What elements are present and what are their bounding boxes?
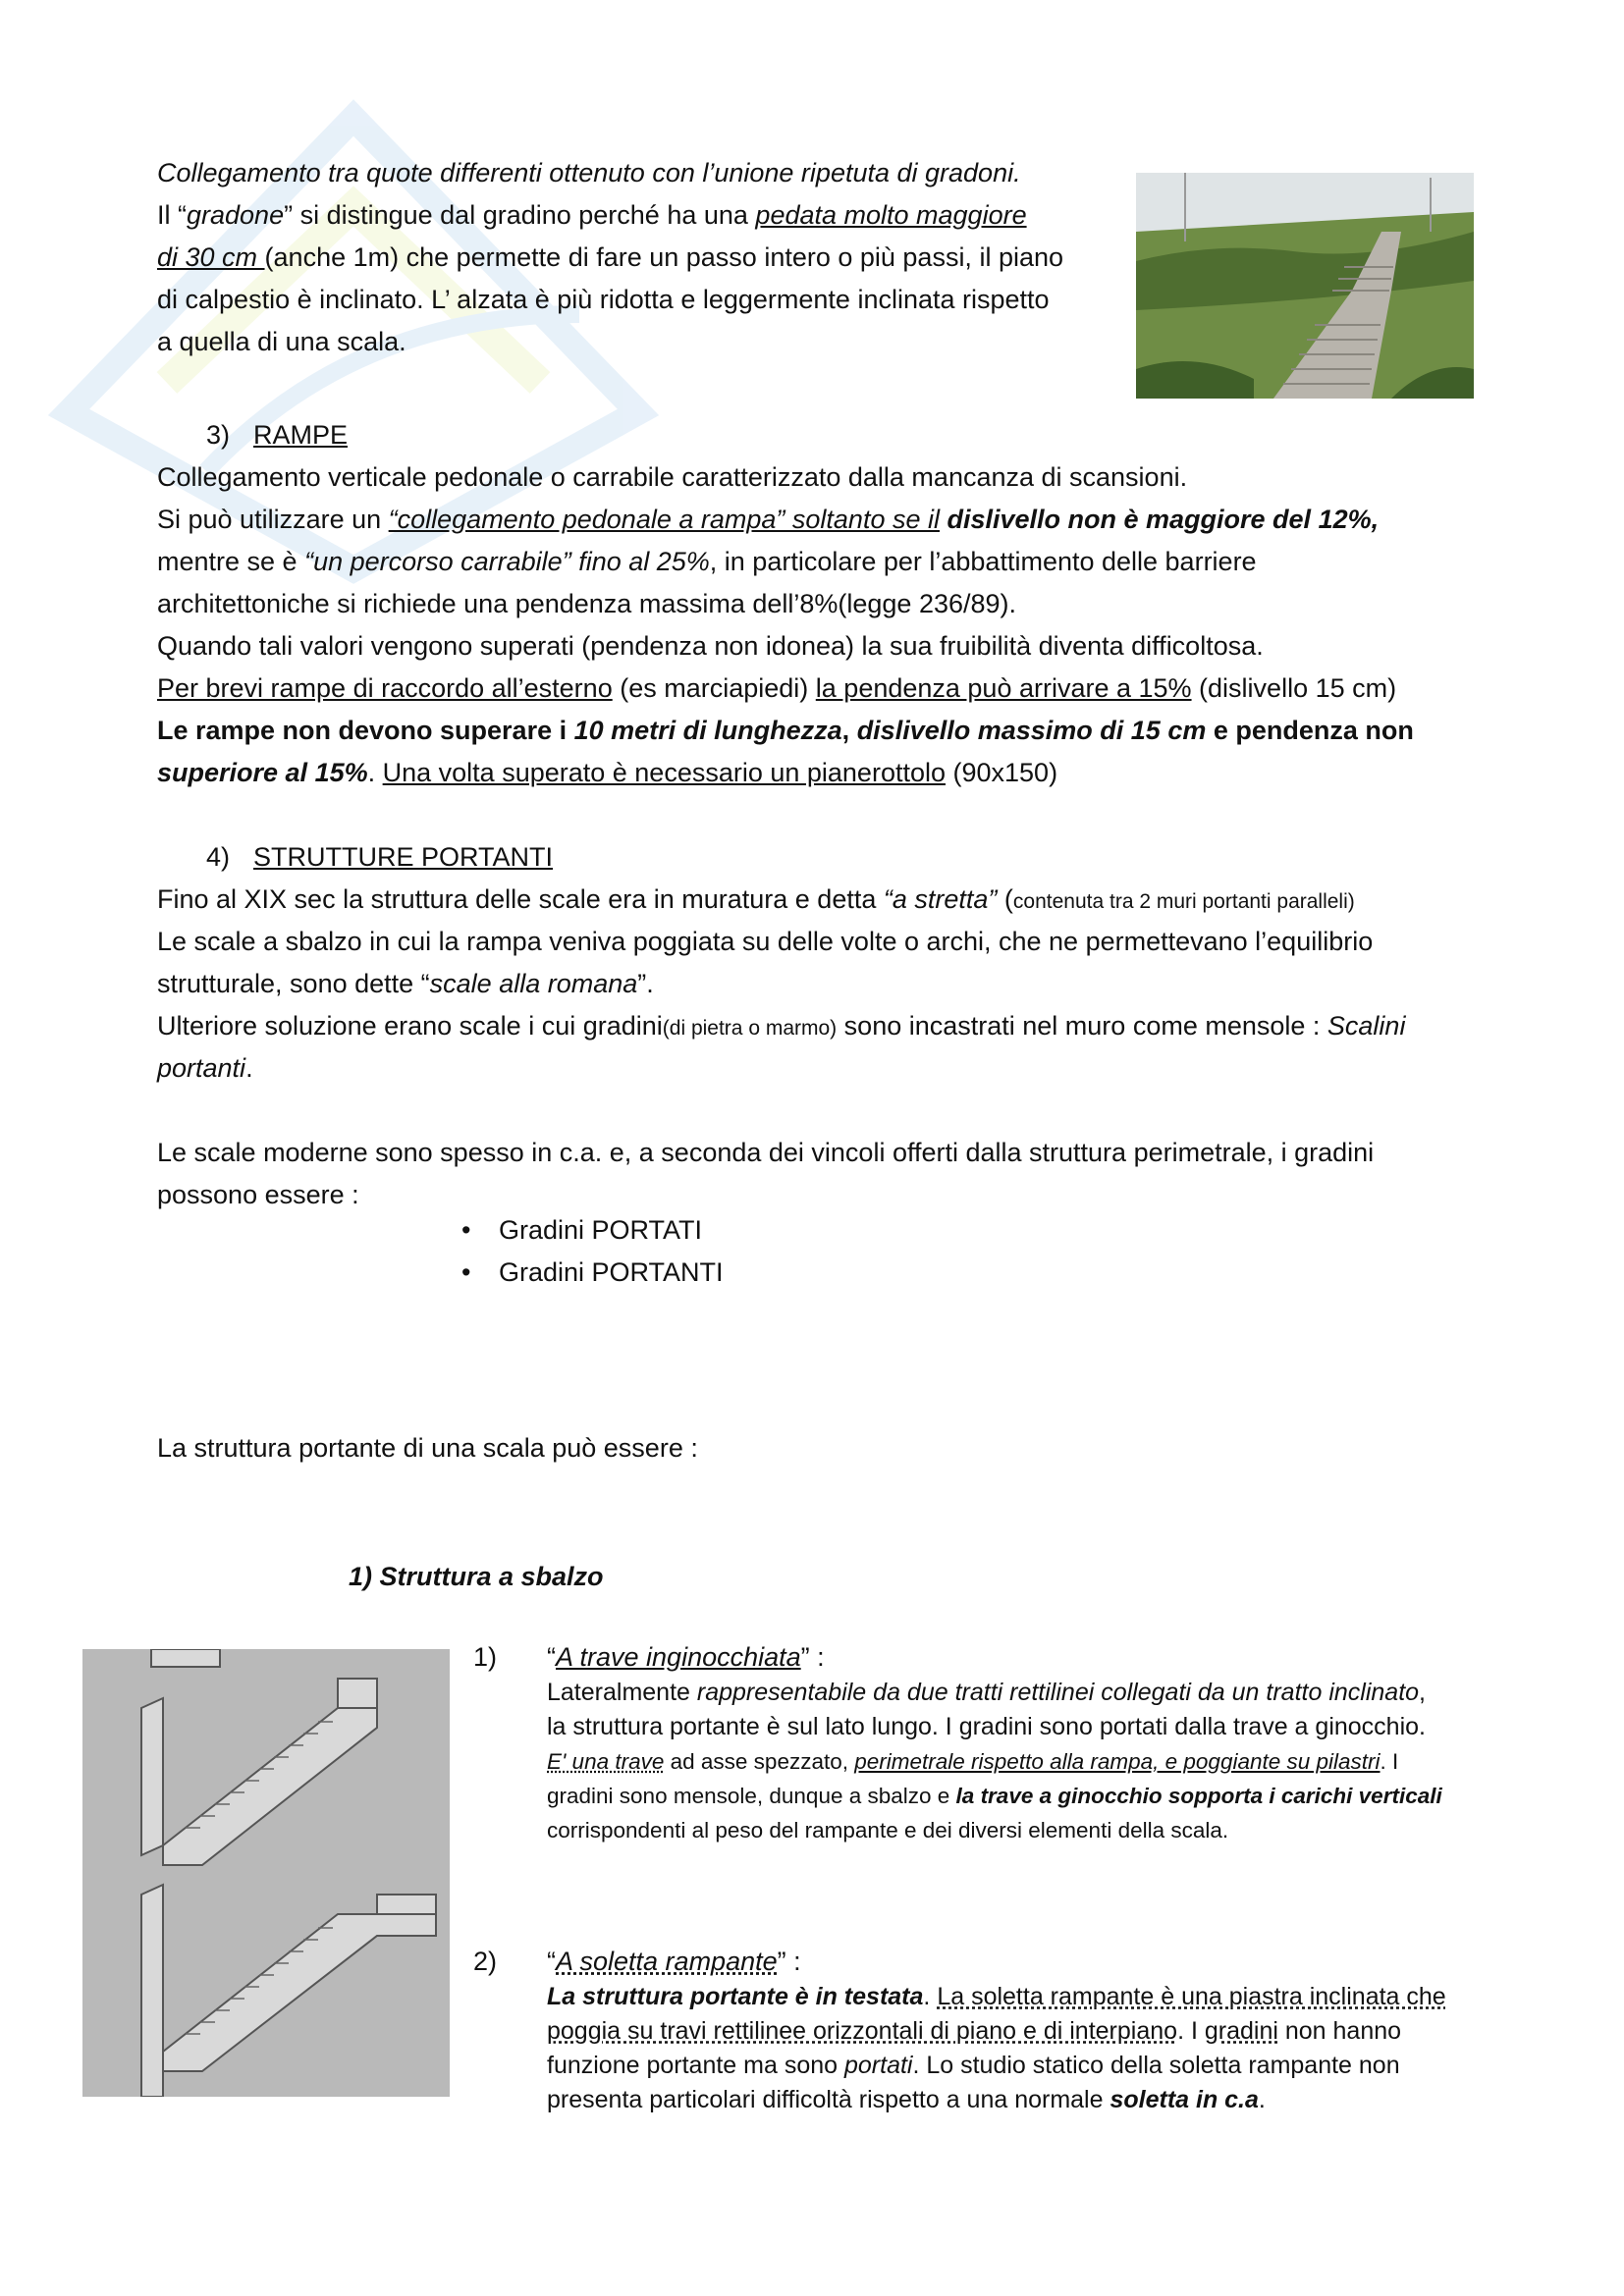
intro-line-3: di 30 cm (anche 1m) che permette di fare un passo intero o più passi, il piano [157, 242, 1064, 272]
trave-line-4: gradini sono mensole, dunque a sbalzo e la trave a ginocchio sopporta i carichi verticali [547, 1784, 1442, 1808]
soletta-line-2: poggia su travi rettilinee orizzontali di piano e di interpiano. I gradini non hanno [547, 2017, 1402, 2045]
gradini-list [461, 1209, 724, 1294]
rampe-line-3: mentre se è “un percorso carrabile” fino al 25%, in particolare per l’abbattimento delle barriere [157, 547, 1257, 576]
strutture-line-1: Fino al XIX sec la struttura delle scale era in muratura e detta “a stretta” (contenuta tra 2 muri portanti paralleli) [157, 884, 1355, 914]
list-item: • Gradini PORTATI [461, 1209, 724, 1252]
strutture-line-2: Le scale a sbalzo in cui la rampa veniva poggiata su delle volte o archi, che ne permettevano l’equilibrio [157, 927, 1374, 956]
struttura-sbalzo-heading: 1) Struttura a sbalzo [349, 1562, 604, 1591]
strutture-line-7: possono essere : [157, 1180, 359, 1209]
rampe-line-5: Quando tali valori vengono superati (pendenza non idonea) la sua fruibilità diventa difficoltosa. [157, 631, 1264, 661]
trave-line-1: Lateralmente rappresentabile da due tratti rettilinei collegati da un tratto inclinato, [547, 1679, 1426, 1706]
rampe-line-7: Le rampe non devono superare i 10 metri di lunghezza, dislivello massimo di 15 cm e pendenza non [157, 716, 1414, 745]
strutture-line-8: La struttura portante di una scala può essere : [157, 1433, 698, 1463]
subitem-title: “A trave inginocchiata” : [547, 1642, 825, 1672]
trave-line-3: E' una trave ad asse spezzato, perimetrale rispetto alla rampa, e poggiante su pilastri. I [547, 1749, 1399, 1774]
trave-line-5: corrispondenti al peso del rampante e dei diversi elementi della scala. [547, 1818, 1229, 1842]
subitem-number: 1) [473, 1642, 498, 1672]
rampe-line-8: superiore al 15%. Una volta superato è necessario un pianerottolo (90x150) [157, 758, 1058, 787]
soletta-line-3: funzione portante ma sono portati. Lo studio statico della soletta rampante non [547, 2052, 1400, 2079]
trave-line-2: la struttura portante è sul lato lungo. I gradini sono portati dalla trave a ginocchio. [547, 1713, 1426, 1740]
strutture-line-3: strutturale, sono dette “scale alla romana”. [157, 969, 654, 998]
strutture-line-4: Ulteriore soluzione erano scale i cui gradini(di pietra o marmo) sono incastrati nel muro come mensole : Scalini [157, 1011, 1406, 1041]
soletta-line-1: La struttura portante è in testata. La soletta rampante è una piastra inclinata che [547, 1983, 1446, 2010]
section-4-heading: 4) STRUTTURE PORTANTI [206, 842, 554, 872]
park-steps-photo [1136, 173, 1474, 399]
rampe-line-4: architettoniche si richiede una pendenza massima dell’8%(legge 236/89). [157, 589, 1017, 618]
stair-structure-drawing [82, 1649, 450, 2097]
intro-line-1: Collegamento tra quote differenti ottenuto con l’unione ripetuta di gradoni. [157, 158, 1021, 187]
strutture-line-5: portanti. [157, 1053, 253, 1083]
intro-line-5: a quella di una scala. [157, 327, 406, 356]
intro-line-2: Il “gradone” si distingue dal gradino perché ha una pedata molto maggiore [157, 200, 1027, 230]
subitem-title: “A soletta rampante” : [547, 1947, 801, 1976]
list-item: • Gradini PORTANTI [461, 1252, 724, 1294]
section-3-heading: 3) RAMPE [206, 420, 349, 450]
rampe-line-6: Per brevi rampe di raccordo all’esterno (es marciapiedi) la pendenza può arrivare a 15% (dislivello 15 cm) [157, 673, 1397, 703]
strutture-line-6: Le scale moderne sono spesso in c.a. e, a seconda dei vincoli offerti dalla struttura perimetrale, i gradini [157, 1138, 1375, 1167]
soletta-line-4: presenta particolari difficoltà rispetto a una normale soletta in c.a. [547, 2086, 1266, 2113]
intro-line-4: di calpestio è inclinato. L’ alzata è più ridotta e leggermente inclinata rispetto [157, 285, 1050, 314]
rampe-line-2: Si può utilizzare un “collegamento pedonale a rampa” soltanto se il dislivello non è maggiore del 12%, [157, 505, 1380, 534]
rampe-line-1: Collegamento verticale pedonale o carrabile caratterizzato dalla mancanza di scansioni. [157, 462, 1188, 492]
subitem-number: 2) [473, 1947, 498, 1976]
